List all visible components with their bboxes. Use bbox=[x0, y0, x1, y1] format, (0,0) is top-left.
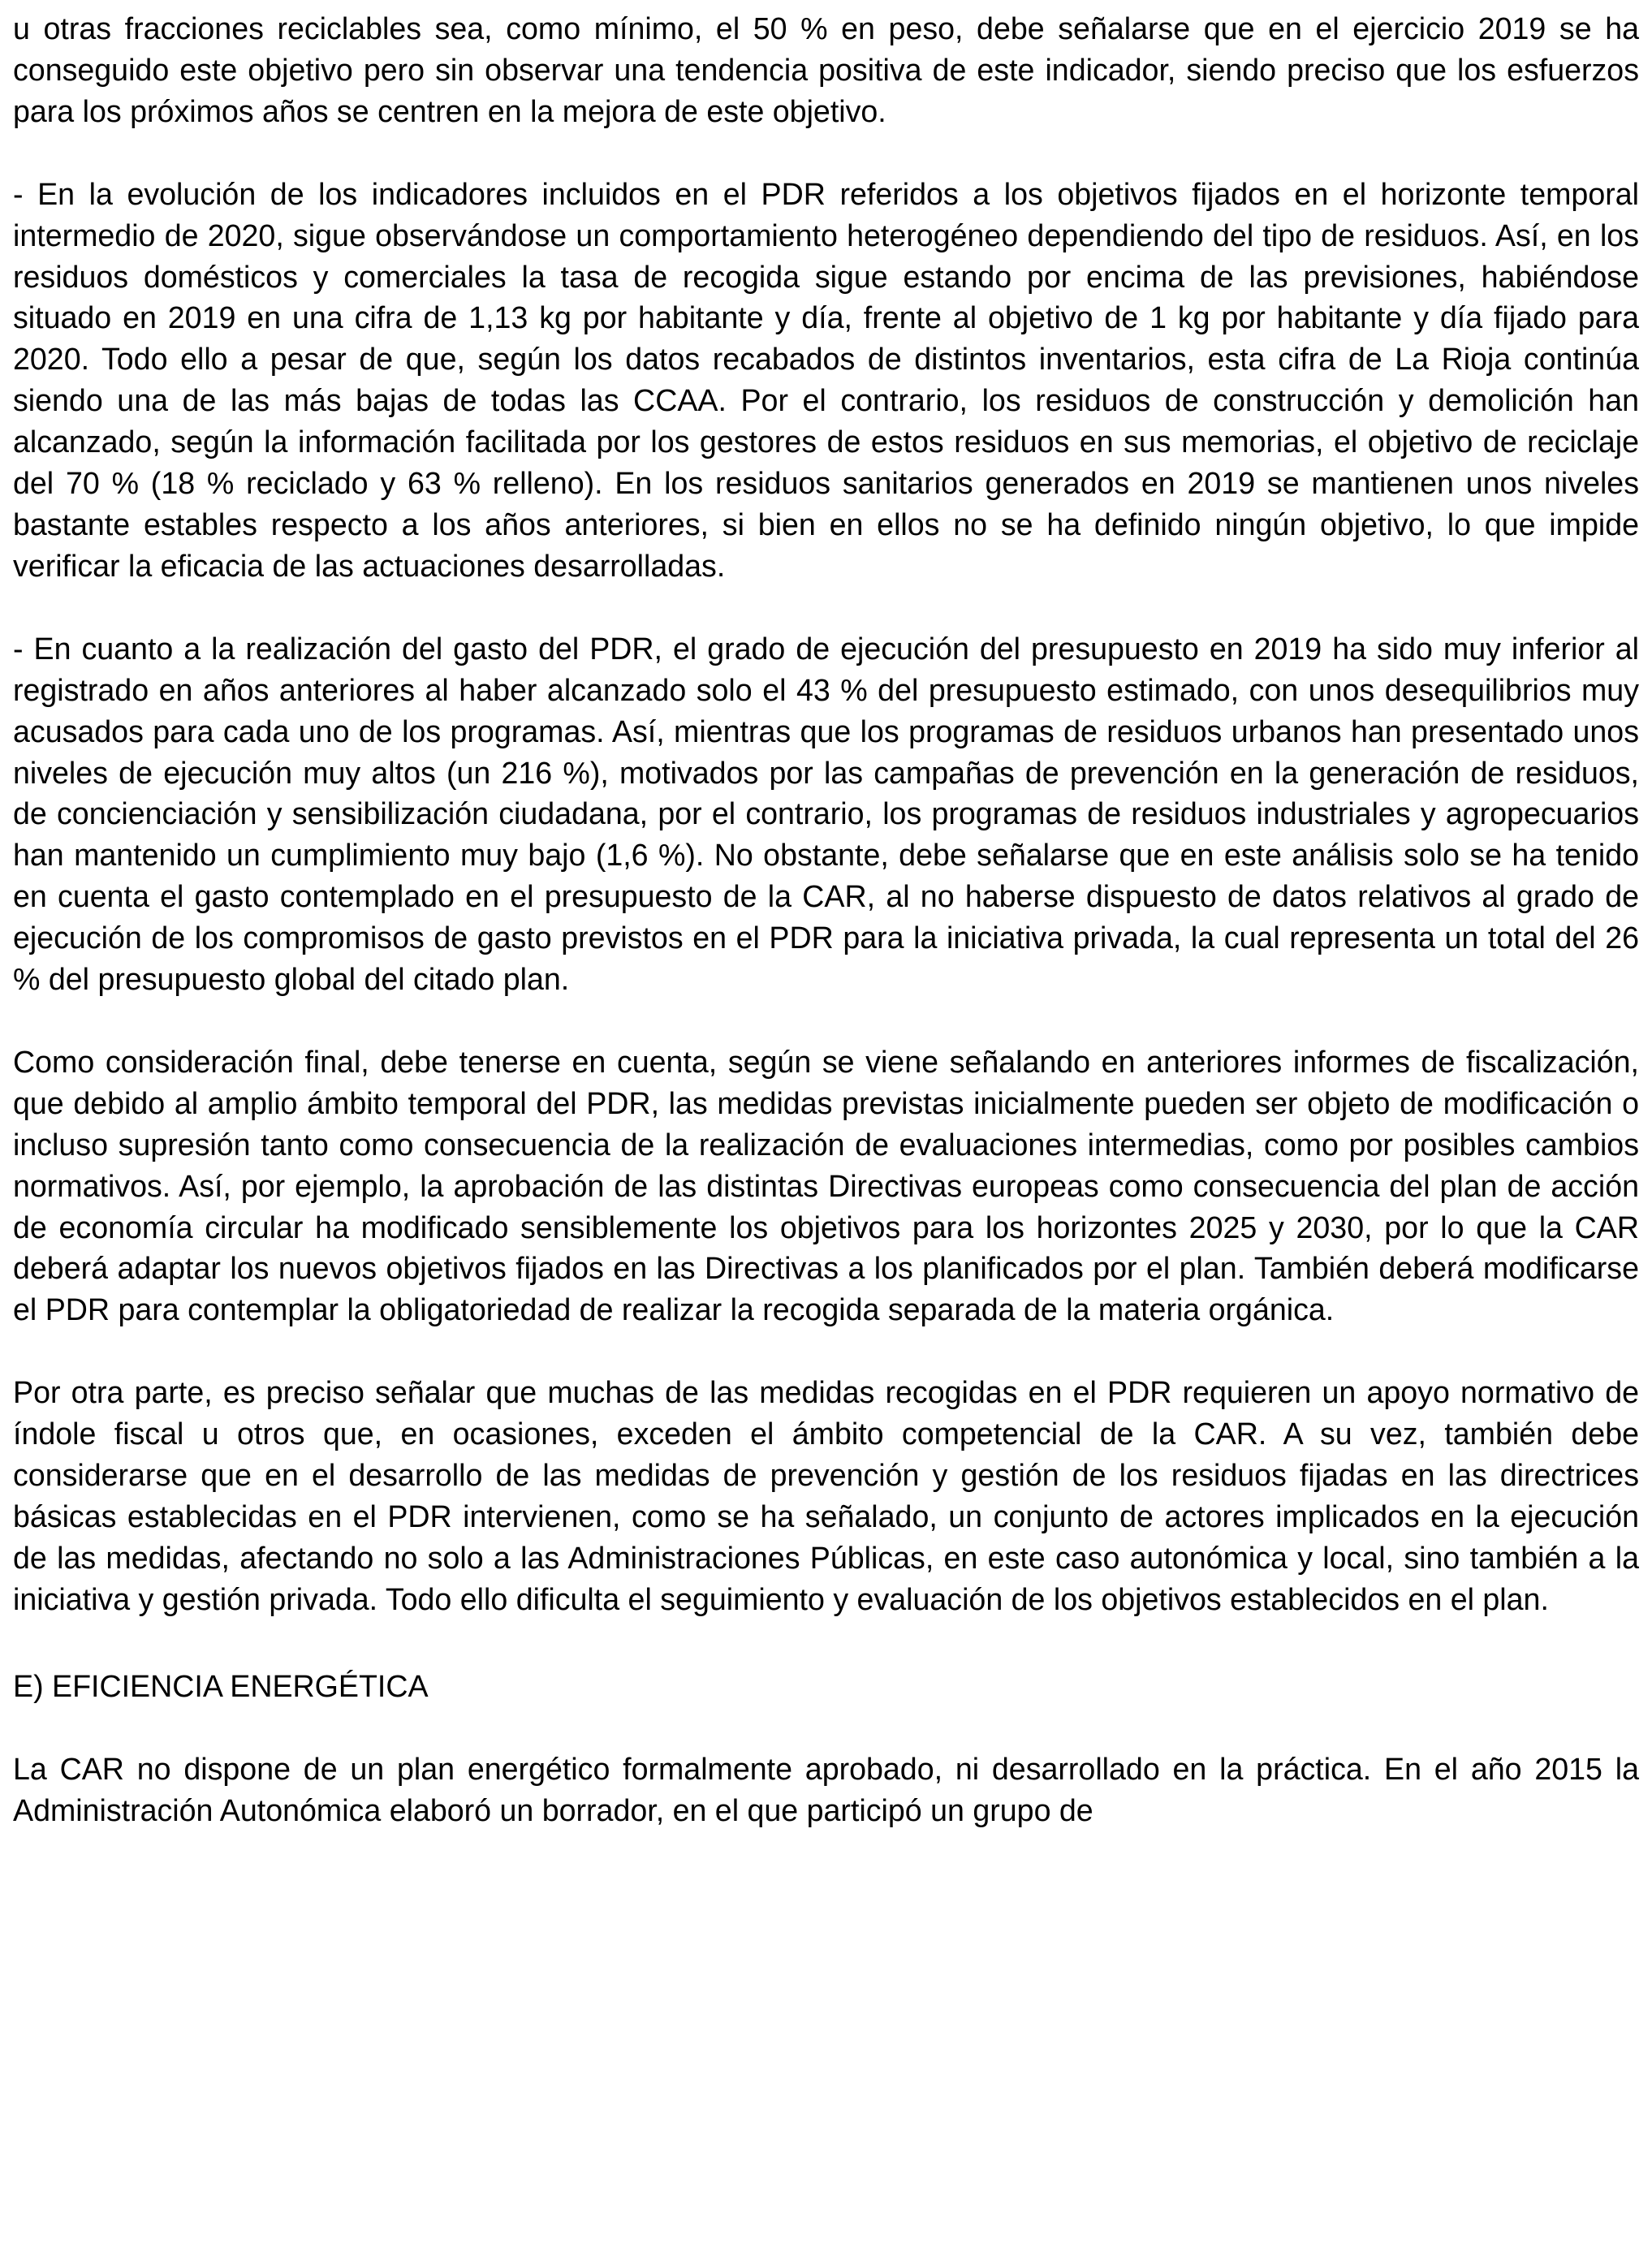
paragraph-final-consideration: Como consideración final, debe tenerse en cuenta, según se viene señalando en anteriores informes de fiscalización, que debido al amplio ámbito temporal del PDR, las medidas previstas inicialmente pueden ser objeto de modificación o incluso supresión tanto como consecuencia de la realización de evaluaciones intermedias, como por posibles cambios normativos. Así, por ejemplo, la aprobación de las distintas Directivas europeas como consecuencia del plan de acción de economía circular ha modificado sensiblemente los objetivos para los horizontes 2025 y 2030, por lo que la CAR deberá adaptar los nuevos objetivos fijados en las Directivas a los planificados por el plan. También deberá modificarse el PDR para contemplar la obligatoriedad de realizar la recogida separada de la materia orgánica. bbox=[13, 1044, 1639, 1327]
section-heading: E) EFICIENCIA ENERGÉTICA bbox=[13, 1668, 429, 1703]
paragraph-indicators-evolution: - En la evolución de los indicadores incluidos en el PDR referidos a los objetivos fijados en el horizonte temporal intermedio de 2020, sigue observándose un comportamiento heterogéneo dependiendo del tipo de residuos. Así, en los residuos domésticos y comerciales la tasa de recogida sigue estando por encima de las previsiones, habiéndose situado en 2019 en una cifra de 1,13 kg por habitante y día, frente al objetivo de 1 kg por habitante y día fijado para 2020. Todo ello a pesar de que, según los datos recabados de distintos inventarios, esta cifra de La Rioja continúa siendo una de las más bajas de todas las CCAA. Por el contrario, los residuos de construcción y demolición han alcanzado, según la información facilitada por los gestores de estos residuos en sus memorias, el objetivo de reciclaje del 70 % (18 % reciclado y 63 % relleno). En los residuos sanitarios generados en 2019 se mantienen unos niveles bastante estables respecto a los años anteriores, si bien en ellos no se ha definido ningún objetivo, lo que impide verificar la eficacia de las actuaciones desarrolladas. bbox=[13, 176, 1639, 583]
paragraph-budget-execution: - En cuanto a la realización del gasto del PDR, el grado de ejecución del presupuesto en 2019 ha sido muy inferior al registrado en años anteriores al haber alcanzado solo el 43 % del presupuesto estimado, con unos desequilibrios muy acusados para cada uno de los programas. Así, mientras que los programas de residuos urbanos han presentado unos niveles de ejecución muy altos (un 216 %), motivados por las campañas de prevención en la generación de residuos, de concienciación y sensibilización ciudadana, por el contrario, los programas de residuos industriales y agropecuarios han mantenido un cumplimiento muy bajo (1,6 %). No obstante, debe señalarse que en este análisis solo se ha tenido en cuenta el gasto contemplado en el presupuesto de la CAR, al no haberse dispuesto de datos relativos al grado de ejecución de los compromisos de gasto previstos en el PDR para la iniciativa privada, la cual representa un total del 26 % del presupuesto global del citado plan. bbox=[13, 631, 1639, 997]
paragraph-normative-support: Por otra parte, es preciso señalar que muchas de las medidas recogidas en el PDR requieren un apoyo normativo de índole fiscal u otros que, en ocasiones, exceden el ámbito competencial de la CAR. A su vez, también debe considerarse que en el desarrollo de las medidas de prevención y gestión de los residuos fijadas en las directrices básicas establecidas en el PDR intervienen, como se ha señalado, un conjunto de actores implicados en la ejecución de las medidas, afectando no solo a las Administraciones Públicas, en este caso autonómica y local, sino también a la iniciativa y gestión privada. Todo ello dificulta el seguimiento y evaluación de los objetivos establecidos en el plan. bbox=[13, 1375, 1639, 1616]
paragraph-recycling-objective: u otras fracciones reciclables sea, como mínimo, el 50 % en peso, debe señalarse que en el ejercicio 2019 se ha conseguido este objetivo pero sin observar una tendencia positiva de este indicador, siendo preciso que los esfuerzos para los próximos años se centren en la mejora de este objetivo. bbox=[13, 11, 1639, 128]
paragraph-energy-plan: La CAR no dispone de un plan energético formalmente aprobado, ni desarrollado en la práctica. En el año 2015 la Administración Autonómica elaboró un borrador, en el que participó un grupo de bbox=[13, 1751, 1639, 1827]
